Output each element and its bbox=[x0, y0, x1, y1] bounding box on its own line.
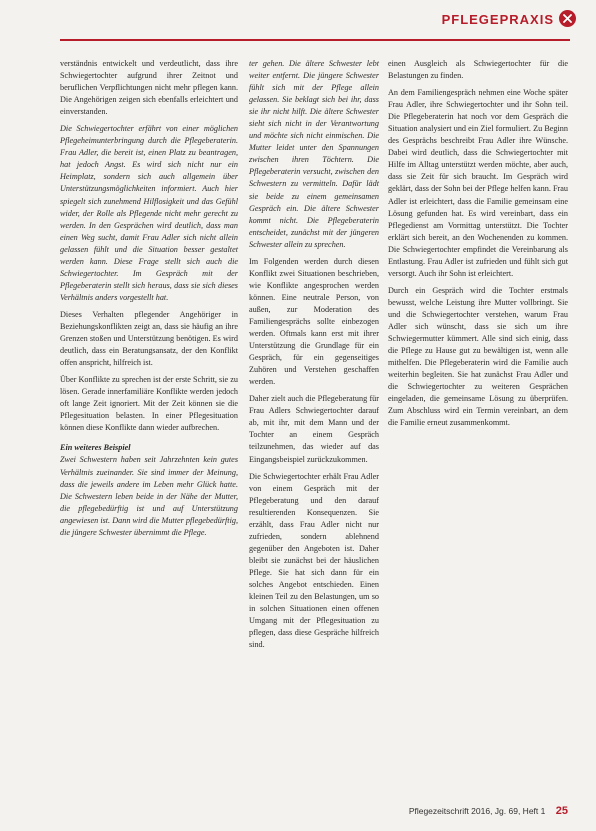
paragraph: Im Folgenden werden durch diesen Konflikt zwei Situationen beschrieben, wie Konflikte angesprochen werden können. Eine neutrale Person, von außen, zur Moderation des Familiengesprächs sollte einbezogen werden. Oftmals kann erst mit ihrer Unterstützung die Grundlage für ein Gespräch, für ein gegenseitiges Zuhören und Verstehen geschaffen werden. bbox=[249, 256, 379, 387]
paragraph: An dem Familiengespräch nehmen eine Woche später Frau Adler, ihre Schwiegertochter und ihr Sohn teil. Die Pflegeberaterin hat noch vor dem Gespräch die Situation analysiert und ein Ziel formuliert. Zu Beginn des Gesprächs beschreibt Frau Adler ihre Wünsche. Dabei wird deutlich, dass die Schwiegertochter mit Hilfe im Alltag unterstützt werden möchte, aber auch, dass sie Zeit für sich braucht. Im Gespräch wird geklärt, dass der Sohn bei der Pflege helfen kann. Frau Adler ist erleichtert, dass die Familie gemeinsam eine Lösung gefunden hat. Es wird vereinbart, dass ein Pflegedienst am Vormittag unterstützt. Die Tochter erklärt sich bereit, an den Wochenenden zu kommen. Die Schwiegertochter empfindet die Vereinbarung als Entlastung. Frau Adler ist zufrieden und fühlt sich gut versorgt. Auch ihr Sohn ist erleichtert. bbox=[388, 88, 568, 278]
case-paragraph: ter gehen. Die ältere Schwester lebt weiter entfernt. Die jüngere Schwester fühlt sich mit der Pflege allein gelassen. Sie beklagt sich bei ihr, dass sie ihr nicht hilft. Die ältere Schwester sieht sich nicht in der Verantwortung und möchte sich nicht einmischen. Die Mutter leidet unter den Spannungen zwischen ihren Töchtern. Die Pflegeberaterin versucht, zwischen den Schwestern zu vermitteln. Dafür lädt sie beide zu einem gemeinsamen Gespräch ein. Die ältere Schwester kommt nicht. Die Pflegeberaterin entscheidet, zunächst mit der jüngeren Schwester allein zu sprechen. bbox=[249, 59, 379, 249]
header-rule bbox=[60, 39, 570, 41]
paragraph: Über Konflikte zu sprechen ist der erste Schritt, sie zu lösen. Gerade innerfamiliäre Konflikte werden jedoch oft lange Zeit ignoriert. Mit der Zeit können sie die Pflegesituation belasten. In einer Pflegesituation können diese Konflikte dann wieder aufbrechen. bbox=[60, 375, 238, 433]
column-2 bbox=[249, 58, 379, 656]
page-footer bbox=[409, 805, 568, 817]
paragraph: einen Ausgleich als Schwiegertochter für die Belastungen zu finden. bbox=[388, 59, 568, 81]
paragraph: Daher zielt auch die Pflegeberatung für Frau Adlers Schwiegertochter darauf ab, mit ihr, mit dem Mann und der Tochter an einem Gespräch teilzunehmen, das wieder auf das Eingangsbeispiel zurückzukommen. bbox=[249, 394, 379, 464]
case-paragraph: Zwei Schwestern haben seit Jahrzehnten kein gutes Verhältnis zueinander. Sie sind immer der Meinung, dass die jeweils andere im Leben mehr Glück hatte. Die Schwestern leben beide in der Nähe der Mutter, die pflegebedürftig ist und auf Unterstützung angewiesen ist. Dann wird die Mutter pflegebedürftig, die jüngere Schwester übernimmt die Pflege. bbox=[60, 455, 238, 537]
paragraph: Dieses Verhalten pflegender Angehöriger in Beziehungskonflikten zeigt an, dass sie häufig an ihre Grenzen stoßen und Unterstützung benötigen. Es wird deutlich, dass ein Beratungsansatz, der den Konflikt offen anspricht, hilfreich ist. bbox=[60, 309, 238, 368]
paragraph: verständnis entwickelt und verdeutlicht, dass ihre Schwiegertochter aufgrund ihrer Zeitnot und beruflichen Verpflichtungen nicht mehr pflegen kann. Die Angehörigen zeigen sich ebenfalls erleichtert und einverstanden. bbox=[60, 59, 238, 117]
page-header bbox=[0, 0, 596, 40]
case-paragraph: Die Schwiegertochter erfährt von einer möglichen Pflegeheimunterbringung durch die Pflegeberaterin. Frau Adler, die bereit ist, einen Platz zu beantragen, hat jedoch Angst. Es wird sich nicht nur ein Heimplatz, sondern sich auch allgemein über Unterstützungsmöglichkeiten informiert. Auch hier spiegelt sich zunehmend Hilflosigkeit und das Gefühl wider, der Rolle als Pflegende nicht mehr gerecht zu werden. In den Gesprächen wird deutlich, dass man einen Weg sucht, damit Frau Adler sich nicht allein gelassen fühlt und die Situation besser gestaltet werden kann. Diese Frage stellt sich auch die Schwiegertochter. Im Gespräch mit der Pflegeberaterin stellt sich heraus, dass sie sich dieses Verhältnis anders vorgestellt hat. bbox=[60, 124, 238, 302]
column-1 bbox=[60, 58, 238, 544]
subheading: Ein weiteres Beispiel bbox=[60, 443, 131, 453]
journal-citation: Pflegezeitschrift 2016, Jg. 69, Heft 1 bbox=[408, 806, 546, 816]
section-title: PFLEGEPRAXIS bbox=[441, 12, 554, 27]
paragraph: Die Schwiegertochter erhält Frau Adler von einem Gespräch mit der Pflegeberatung und den darauf resultierenden Konsequenzen. Sie erzählt, dass Frau Adler nicht nur zufrieden, sondern ablehnend gegenüber den Angeboten ist. Daher bleibt sie zunächst bei der häuslichen Pflege. Sie hat sich dann für ein solches Angebot entschieden. Einen kleinen Teil zu den Belastungen, um so in solchen Situationen einen offenen Umgang mit der Pflegesituation zu pflegen, dass diese Gespräche hilfreich sind. bbox=[249, 471, 379, 650]
page-number: 25 bbox=[555, 805, 568, 817]
x-mark-icon bbox=[559, 10, 576, 27]
column-3 bbox=[388, 58, 568, 434]
paragraph: Durch ein Gespräch wird die Tochter erstmals bewusst, welche Leistung ihre Mutter vollbringt. Sie und die Schwiegertochter verstehen, warum Frau Adler sich wünscht, dass sie sich um ihre Schwiegermutter kümmert. Alle sind sich einig, dass die Pflege zu Hause gut zu bewältigen ist, wenn alle mithelfen. Die Pflegeberaterin wird die Familie auch weiterhin begleiten. Sie hat zunächst Frau Adler und die Schwiegertochter zu weiteren Gesprächen eingeladen, die gemeinsame Lösung zu überprüfen. Zum Abschluss wird ein Termin vereinbart, an dem die Familie erneut zusammenkommt. bbox=[388, 285, 568, 428]
